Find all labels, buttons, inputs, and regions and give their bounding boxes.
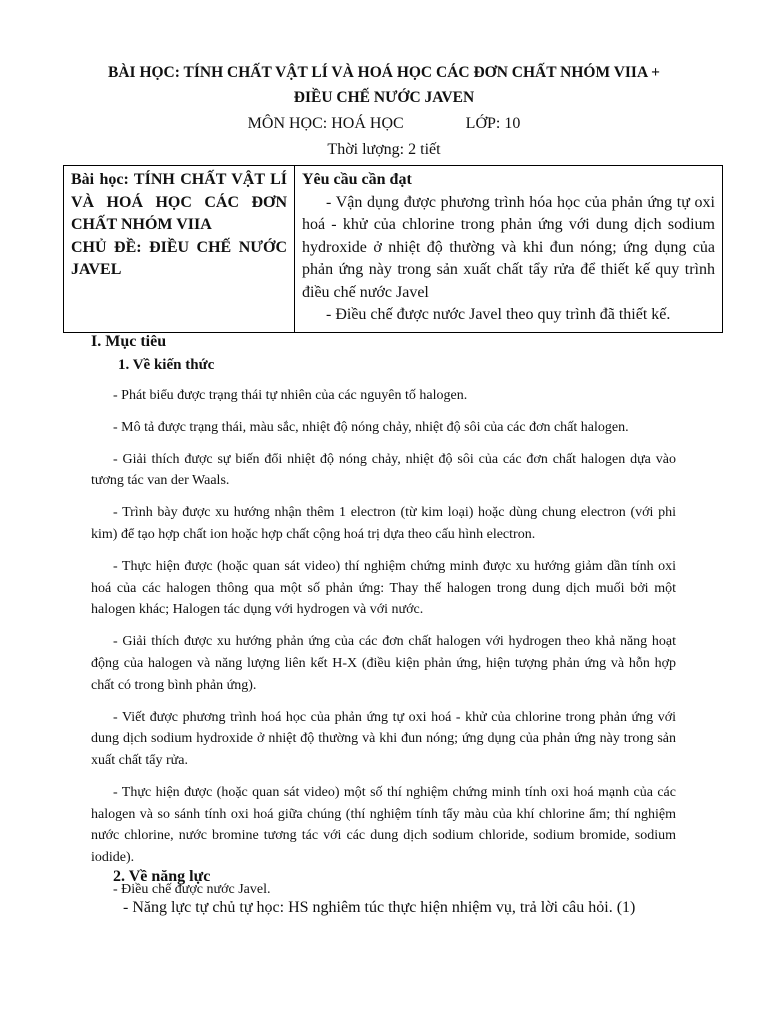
- competency-item: - Năng lực tự chủ tự học: HS nghiêm túc thực hiện nhiệm vụ, trả lời câu hỏi. (1): [123, 899, 636, 916]
- lesson-title-line-1: BÀI HỌC: TÍNH CHẤT VẬT LÍ VÀ HOÁ HỌC CÁC ĐƠN CHẤT NHÓM VIIA +: [108, 64, 660, 81]
- knowledge-item: - Viết được phương trình hoá học của phản ứng tự oxi hoá - khử của chlorine trong phản ứng với dung dịch sodium hydroxide ở nhiệt độ thường và khi đun nóng; ứng dụng của phản ứng này trong sản xuất chất tẩy rửa.: [91, 709, 676, 768]
- knowledge-item: - Điều chế được nước Javel.: [113, 881, 271, 897]
- subject-label: MÔN HỌC: HOÁ HỌC: [247, 115, 404, 132]
- section-heading-objectives: I. Mục tiêu: [91, 333, 167, 350]
- knowledge-item: - Trình bày được xu hướng nhận thêm 1 electron (từ kim loại) hoặc dùng chung electron (với phi kim) để tạo hợp chất ion hoặc hợp chất cộng hoá trị dựa theo cấu hình electron.: [91, 505, 676, 543]
- lesson-info-table: [63, 165, 723, 333]
- topic-name: CHỦ ĐỀ: ĐIỀU CHẾ NƯỚC JAVEL: [71, 238, 287, 278]
- requirement-2: - Điều chế được nước Javel theo quy trình đã thiết kế.: [326, 306, 671, 323]
- knowledge-item: - Thực hiện được (hoặc quan sát video) một số thí nghiệm chứng minh tính oxi hoá mạnh của các halogen và so sánh tính oxi hoá giữa chúng (thí nghiệm tính tẩy màu của khí chlorine ẩm; thí nghiệm nước chlorine, nước bromine tương tác với các dung dịch sodium chloride, sodium bromide, sodium iodide).: [91, 784, 676, 865]
- knowledge-item: - Giải thích được sự biến đổi nhiệt độ nóng chảy, nhiệt độ sôi của các đơn chất halogen dựa vào tương tác van der Waals.: [91, 451, 676, 489]
- lesson-name: Bài học: TÍNH CHẤT VẬT LÍ VÀ HOÁ HỌC CÁC ĐƠN CHẤT NHÓM VIIA: [71, 171, 287, 233]
- subject-grade-line: [0, 115, 768, 133]
- requirement-1: - Vận dụng được phương trình hóa học của phản ứng tự oxi hoá - khử của chlorine trong phản ứng với dung dịch sodium hydroxide ở nhiệt độ thường và khi đun nóng; ứng dụng của phản ứng này trong sản xuất chất tẩy rửa để thiết kế quy trình điều chế nước Javel: [302, 193, 715, 301]
- subheading-competency: 2. Về năng lực: [113, 868, 211, 885]
- knowledge-item: - Thực hiện được (hoặc quan sát video) thí nghiệm chứng minh được xu hướng giảm dần tính oxi hoá của các halogen thông qua một số phản ứng: Thay thế halogen trong dung dịch muối bởi một halogen khác; Halogen tác dụng với hydrogen và với nước.: [91, 558, 676, 618]
- requirements-cell: [295, 166, 723, 333]
- duration-label: Thời lượng: 2 tiết: [327, 141, 441, 158]
- knowledge-list: [91, 385, 676, 911]
- requirements-heading: Yêu cầu cần đạt: [302, 171, 412, 188]
- knowledge-item: - Giải thích được xu hướng phản ứng của các đơn chất halogen với hydrogen theo khả năng hoạt động của halogen và năng lượng liên kết H-X (điều kiện phản ứng, hiện tượng phản ứng và hỗn hợp chất có trong bình phản ứng).: [91, 634, 676, 693]
- subheading-knowledge: 1. Về kiến thức: [118, 357, 215, 373]
- grade-label: LỚP: 10: [465, 115, 521, 132]
- knowledge-item: - Mô tả được trạng thái, màu sắc, nhiệt độ nóng chảy, nhiệt độ sôi của các đơn chất halogen.: [113, 419, 629, 435]
- lesson-info-cell: [64, 166, 295, 333]
- lesson-title-line-2: ĐIỀU CHẾ NƯỚC JAVEN: [293, 89, 475, 106]
- knowledge-item: - Phát biểu được trạng thái tự nhiên của các nguyên tố halogen.: [113, 388, 468, 403]
